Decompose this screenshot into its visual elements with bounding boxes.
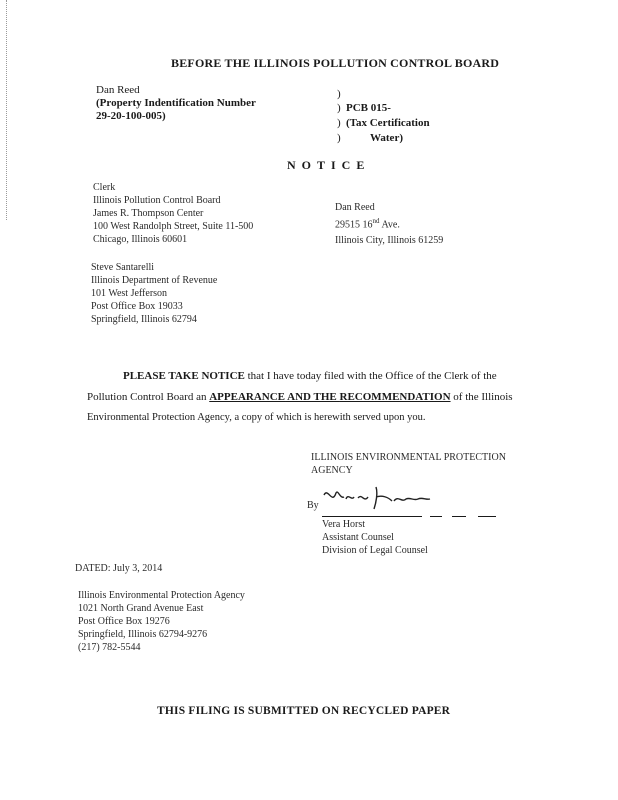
- caption-party-name: Dan Reed: [96, 84, 140, 96]
- clerk-address-line: Chicago, Illinois 60601: [93, 234, 188, 245]
- agency-address-line: (217) 782-5544: [78, 642, 141, 653]
- caption-bracket: ): [337, 88, 341, 100]
- revenue-address-line: Illinois Department of Revenue: [91, 275, 218, 286]
- notice-body-line1: PLEASE TAKE NOTICE that I have today filed with the Office of the Clerk of the: [123, 370, 497, 382]
- signature-line: [322, 516, 422, 517]
- dated-line: DATED: July 3, 2014: [75, 563, 163, 574]
- caption-bracket: ): [337, 132, 341, 144]
- signature-line-dash: [478, 516, 496, 517]
- petitioner-street: 29515 16nd Ave.: [335, 217, 400, 231]
- agency-address-line: Post Office Box 19276: [78, 616, 170, 627]
- document-title: BEFORE THE ILLINOIS POLLUTION CONTROL BOARD: [171, 56, 500, 70]
- agency-name-line2: AGENCY: [311, 465, 353, 476]
- agency-name-line1: ILLINOIS ENVIRONMENTAL PROTECTION: [311, 452, 506, 463]
- revenue-address-line: Steve Santarelli: [91, 262, 155, 273]
- signature-line-dash: [430, 516, 442, 517]
- notice-body-line2: Pollution Control Board an APPEARANCE AND THE RECOMMENDATION of the Illinois: [87, 391, 513, 403]
- signer-title: Assistant Counsel: [322, 532, 394, 543]
- caption-property-line2: 29-20-100-005): [96, 110, 166, 122]
- scan-margin-artifact: [6, 0, 8, 220]
- caption-bracket: ): [337, 117, 341, 129]
- signer-division: Division of Legal Counsel: [322, 545, 428, 556]
- revenue-address-line: Post Office Box 19033: [91, 301, 183, 312]
- clerk-address-line: Clerk: [93, 182, 116, 193]
- clerk-address-line: Illinois Pollution Control Board: [93, 195, 221, 206]
- revenue-address-line: Springfield, Illinois 62794: [91, 314, 197, 325]
- clerk-address-line: 100 West Randolph Street, Suite 11-500: [93, 221, 254, 232]
- signature-line-dash: [452, 516, 466, 517]
- notice-heading: NOTICE: [287, 158, 371, 172]
- agency-address-line: 1021 North Grand Avenue East: [78, 603, 204, 614]
- signer-name: Vera Horst: [322, 519, 366, 530]
- agency-address-line: Springfield, Illinois 62794-9276: [78, 629, 208, 640]
- case-type-line2: Water): [370, 132, 403, 144]
- petitioner-name: Dan Reed: [335, 202, 375, 213]
- revenue-address-line: 101 West Jefferson: [91, 288, 168, 299]
- caption-property-line1: (Property Indentification Number: [96, 97, 256, 109]
- case-number: PCB 015-: [346, 102, 391, 114]
- petitioner-city: Illinois City, Illinois 61259: [335, 235, 444, 246]
- notice-body-line3: Environmental Protection Agency, a copy of which is herewith served upon you.: [87, 412, 426, 423]
- caption-bracket: ): [337, 102, 341, 114]
- recycled-paper-footer: THIS FILING IS SUBMITTED ON RECYCLED PAPER: [157, 705, 451, 717]
- agency-address-line: Illinois Environmental Protection Agency: [78, 590, 245, 601]
- clerk-address-line: James R. Thompson Center: [93, 208, 204, 219]
- case-type-line1: (Tax Certification: [346, 117, 430, 129]
- handwritten-signature: [318, 481, 436, 515]
- by-label: By: [307, 500, 319, 511]
